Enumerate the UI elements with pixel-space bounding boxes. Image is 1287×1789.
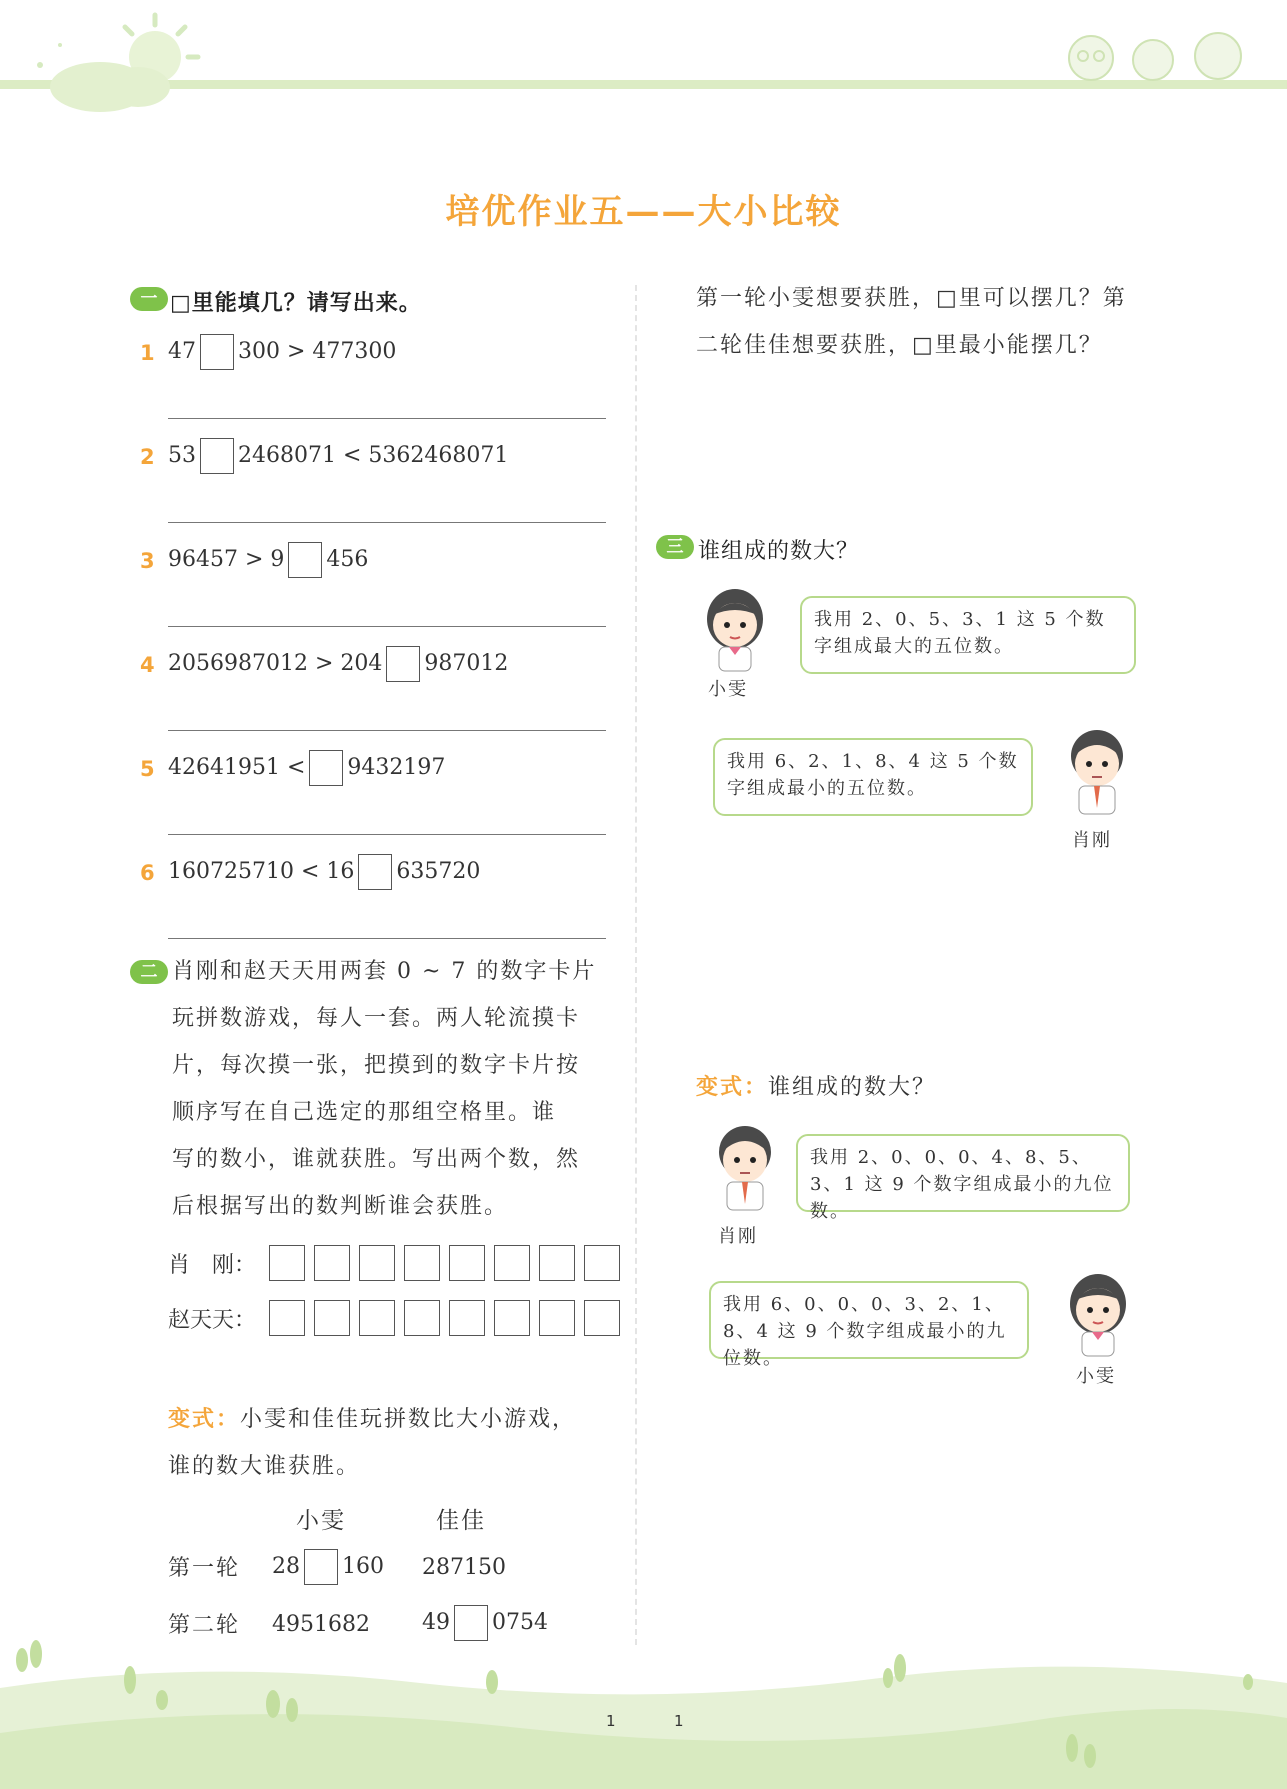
boy-avatar: [1057, 722, 1137, 817]
page-number-left: 1: [606, 1712, 616, 1730]
answer-box[interactable]: [200, 438, 234, 474]
question-number-1: 1: [140, 341, 155, 365]
variant-1-text: [168, 1396, 628, 1490]
card-box[interactable]: [584, 1300, 620, 1336]
question-2-before: 53: [168, 443, 196, 468]
question-number-6: 6: [140, 861, 155, 885]
character-name: 肖刚: [718, 1226, 758, 1247]
cloud-sun-icon: [20, 5, 210, 115]
player-1-label: 肖 刚：: [168, 1252, 257, 1278]
speech-bubble-2: 我用 6、2、1、8、4 这 5 个数字组成最小的五位数。: [713, 738, 1033, 816]
answer-box[interactable]: [200, 334, 234, 370]
answer-line-3[interactable]: [168, 626, 606, 627]
page-title: 培优作业五——大小比较: [445, 192, 842, 232]
question-6-before: 160725710 < 16: [168, 859, 355, 884]
variant-label: 变式：: [696, 1075, 769, 1100]
round-1-a: [272, 1549, 384, 1585]
card-box[interactable]: [584, 1245, 620, 1281]
question-2: [168, 438, 508, 474]
page-number-right: 1: [674, 1712, 684, 1730]
question-6: [168, 854, 480, 890]
answer-line-4[interactable]: [168, 730, 606, 731]
question-number-5: 5: [140, 757, 155, 781]
card-box[interactable]: [404, 1245, 440, 1281]
variant-label: 变式：: [168, 1407, 241, 1432]
round-2-b-before: 49: [422, 1610, 450, 1635]
question-5: [168, 750, 445, 786]
animals-icon: [1058, 22, 1258, 84]
card-box[interactable]: [449, 1300, 485, 1336]
answer-line-1[interactable]: [168, 418, 606, 419]
answer-box[interactable]: [358, 854, 392, 890]
question-2-after: 2468071 < 5362468071: [238, 443, 509, 468]
round-2-label: 第二轮: [168, 1613, 241, 1638]
speech-bubble-3: 我用 2、0、0、0、4、8、5、3、1 这 9 个数字组成最小的九位数。: [796, 1134, 1130, 1212]
question-4-before: 2056987012 > 204: [168, 651, 383, 676]
round-1-a-before: 28: [272, 1554, 300, 1579]
player-2-label: 赵天天：: [168, 1307, 257, 1333]
answer-box[interactable]: [386, 646, 420, 682]
right-top-text: [696, 275, 1166, 369]
answer-box[interactable]: [288, 542, 322, 578]
answer-box[interactable]: [454, 1605, 488, 1641]
variant-2-title: [696, 1070, 936, 1101]
question-6-after: 635720: [396, 859, 481, 884]
answer-line-6[interactable]: [168, 938, 606, 939]
section-3-title: 谁组成的数大？: [698, 539, 860, 564]
hills-background: [0, 1638, 1287, 1789]
player-2-row: [168, 1300, 624, 1336]
section-2-line: 玩拼数游戏，每人一套。两人轮流摸卡: [172, 1006, 581, 1031]
girl-avatar: [1058, 1268, 1138, 1358]
section-badge-1: 一: [130, 287, 168, 311]
right-top-line: 第一轮小雯想要获胜，□里可以摆几？第: [696, 286, 1127, 311]
question-4-after: 987012: [424, 651, 509, 676]
question-number-3: 3: [140, 549, 155, 573]
character-name: 肖刚: [1072, 830, 1112, 851]
section-2-line: 写的数小，谁就获胜。写出两个数，然: [172, 1147, 581, 1172]
girl-avatar: [695, 583, 775, 673]
section-2-line: 后根据写出的数判断谁会获胜。: [172, 1194, 509, 1219]
card-box[interactable]: [494, 1300, 530, 1336]
speech-bubble-1: 我用 2、0、5、3、1 这 5 个数字组成最大的五位数。: [800, 596, 1136, 674]
round-2-a: 4951682: [272, 1612, 370, 1637]
round-1-b: 287150: [422, 1555, 506, 1580]
section-2-text: [172, 948, 622, 1230]
card-box[interactable]: [359, 1300, 395, 1336]
card-box[interactable]: [359, 1245, 395, 1281]
question-3-before: 96457 > 9: [168, 547, 285, 572]
card-box[interactable]: [314, 1300, 350, 1336]
question-3-after: 456: [326, 547, 369, 572]
boy-avatar: [705, 1118, 785, 1213]
question-3: [168, 542, 368, 578]
card-box[interactable]: [449, 1245, 485, 1281]
answer-box[interactable]: [309, 750, 343, 786]
card-box[interactable]: [269, 1300, 305, 1336]
column-label-b: 佳佳: [436, 1508, 486, 1534]
section-2-line: 肖刚和赵天天用两套 0 ~ 7 的数字卡片: [172, 959, 597, 984]
character-name: 小雯: [708, 679, 748, 700]
question-1-after: 300 > 477300: [238, 339, 397, 364]
question-4: [168, 646, 508, 682]
card-box[interactable]: [539, 1245, 575, 1281]
card-box[interactable]: [314, 1245, 350, 1281]
right-top-line: 二轮佳佳想要获胜，□里最小能摆几？: [696, 333, 1103, 358]
answer-line-2[interactable]: [168, 522, 606, 523]
answer-box[interactable]: [304, 1549, 338, 1585]
question-number-2: 2: [140, 445, 155, 469]
speech-bubble-4: 我用 6、0、0、0、3、2、1、8、4 这 9 个数字组成最小的九位数。: [709, 1281, 1029, 1359]
card-box[interactable]: [404, 1300, 440, 1336]
player-1-row: [168, 1245, 624, 1281]
question-1: [168, 334, 396, 370]
round-2-b: [422, 1605, 548, 1641]
question-5-before: 42641951 <: [168, 755, 306, 780]
variant-line: 谁的数大谁获胜。: [168, 1454, 361, 1479]
variant-title: 谁组成的数大？: [768, 1075, 937, 1100]
section-badge-3: 三: [656, 535, 694, 559]
section-2-line: 片，每次摸一张，把摸到的数字卡片按: [172, 1053, 581, 1078]
card-box[interactable]: [494, 1245, 530, 1281]
round-1-label: 第一轮: [168, 1556, 241, 1581]
section-badge-2: 二: [130, 960, 168, 984]
section-1-title: □里能填几？请写出来。: [170, 291, 422, 316]
card-box[interactable]: [269, 1245, 305, 1281]
question-1-before: 47: [168, 339, 196, 364]
column-label-a: 小雯: [296, 1508, 346, 1534]
column-divider: [635, 285, 637, 1645]
character-name: 小雯: [1076, 1366, 1116, 1387]
answer-line-5[interactable]: [168, 834, 606, 835]
card-box[interactable]: [539, 1300, 575, 1336]
question-number-4: 4: [140, 653, 155, 677]
variant-line: 小雯和佳佳玩拼数比大小游戏，: [240, 1407, 577, 1432]
section-2-line: 顺序写在自己选定的那组空格里。谁: [172, 1100, 557, 1125]
question-5-after: 9432197: [347, 755, 446, 780]
round-2-b-after: 0754: [492, 1610, 548, 1635]
round-1-a-after: 160: [342, 1554, 384, 1579]
